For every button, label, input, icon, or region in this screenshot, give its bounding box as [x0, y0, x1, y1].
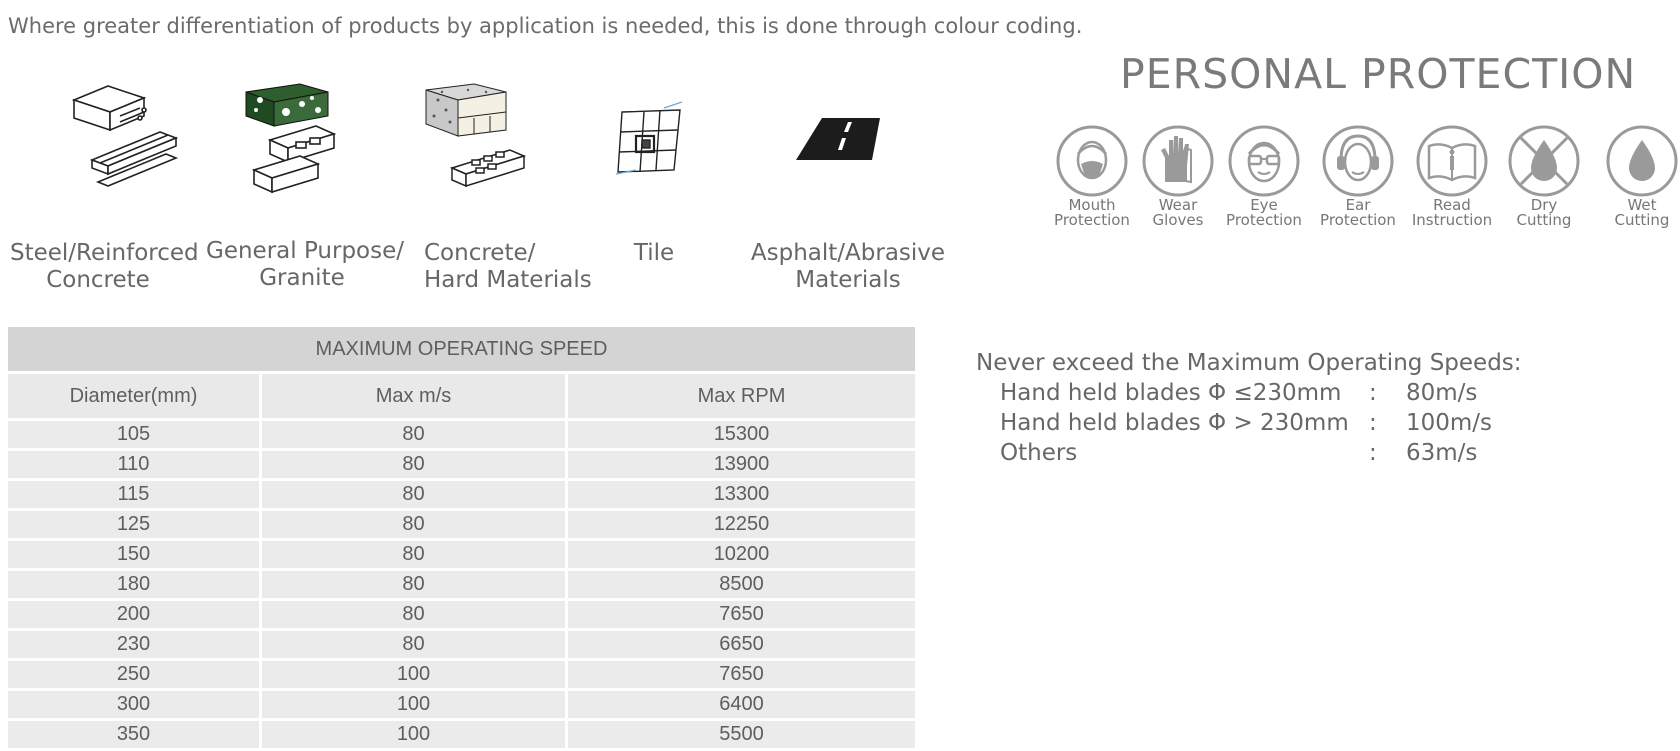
- material-label-line1: Tile: [633, 240, 675, 266]
- speed-notes: [976, 350, 1522, 470]
- table-title: MAXIMUM OPERATING SPEED: [7, 326, 917, 373]
- speed-note-separator: :: [1369, 380, 1377, 406]
- intro-text: Where greater differentiation of products by application is needed, this is done through colour coding.: [8, 14, 1083, 38]
- cell-diameter: 105: [7, 420, 261, 450]
- table-row: [7, 450, 917, 480]
- wet-cutting-icon: [1605, 124, 1679, 198]
- speed-note-value: 63m/s: [1406, 440, 1478, 466]
- material-concrete-hard: [420, 78, 540, 198]
- material-steel-reinforced-concrete: [64, 78, 184, 198]
- mouth-protection-icon: [1055, 124, 1129, 198]
- cell-max-rpm: 13900: [567, 450, 917, 480]
- table-row: [7, 510, 917, 540]
- table-header-row: [7, 373, 917, 420]
- material-label-concrete: [424, 240, 594, 294]
- pp-label-line2: Gloves: [1152, 211, 1204, 229]
- cell-max-ms: 100: [261, 720, 567, 750]
- table-row: [7, 600, 917, 630]
- pp-label-line1: Mouth: [1068, 196, 1116, 214]
- pp-label-line2: Protection: [1054, 211, 1130, 229]
- cell-max-rpm: 6400: [567, 690, 917, 720]
- material-tile: [614, 78, 694, 198]
- pp-label-line1: Wet: [1627, 196, 1657, 214]
- cell-max-rpm: 15300: [567, 420, 917, 450]
- speed-note-value: 80m/s: [1406, 380, 1478, 406]
- table-row: [7, 480, 917, 510]
- cell-max-rpm: 7650: [567, 660, 917, 690]
- cell-diameter: 350: [7, 720, 261, 750]
- cell-diameter: 300: [7, 690, 261, 720]
- personal-protection-icons: [1044, 124, 1680, 244]
- pp-label-line2: Cutting: [1614, 211, 1670, 229]
- material-label-tile: [620, 240, 688, 267]
- cell-max-ms: 80: [261, 630, 567, 660]
- pp-label-line2: Cutting: [1516, 211, 1572, 229]
- cell-max-ms: 80: [261, 510, 567, 540]
- table-row: [7, 720, 917, 750]
- read-instruction-icon: [1415, 124, 1489, 198]
- material-label-granite: [206, 238, 405, 292]
- granite-block-icon: [240, 78, 360, 198]
- pp-label-line1: Read: [1433, 196, 1471, 214]
- pp-label-line1: Eye: [1250, 196, 1278, 214]
- table-row: [7, 630, 917, 660]
- ear-protection-icon: [1321, 124, 1395, 198]
- speed-note-separator: :: [1369, 440, 1377, 466]
- speed-note-label: Hand held blades Φ ≤230mm: [1000, 380, 1342, 406]
- table-row: [7, 540, 917, 570]
- material-applications: [0, 78, 960, 308]
- material-label-line2: Granite: [259, 265, 345, 291]
- cell-max-ms: 80: [261, 480, 567, 510]
- cell-max-rpm: 12250: [567, 510, 917, 540]
- speed-note-label: Hand held blades Φ > 230mm: [1000, 410, 1349, 436]
- pp-eye-protection: [1216, 124, 1312, 228]
- speed-note-row: [976, 410, 1522, 440]
- cell-max-rpm: 5500: [567, 720, 917, 750]
- dry-cutting-icon: [1507, 124, 1581, 198]
- material-label-line2: Materials: [795, 267, 901, 293]
- pp-read-instruction: [1404, 124, 1500, 228]
- gloves-icon: [1141, 124, 1215, 198]
- table-row: [7, 690, 917, 720]
- cell-max-ms: 80: [261, 450, 567, 480]
- pp-label-line1: Dry: [1530, 196, 1558, 214]
- pp-wear-gloves: [1130, 124, 1226, 228]
- header-max-rpm: Max RPM: [567, 373, 917, 420]
- speed-notes-title: Never exceed the Maximum Operating Speeds:: [976, 350, 1522, 376]
- table-row: [7, 660, 917, 690]
- pp-label-line1: Wear: [1158, 196, 1198, 214]
- cell-max-ms: 80: [261, 570, 567, 600]
- cell-max-rpm: 7650: [567, 600, 917, 630]
- cell-diameter: 150: [7, 540, 261, 570]
- material-label-line1: Asphalt/Abrasive: [750, 240, 946, 266]
- cell-max-rpm: 10200: [567, 540, 917, 570]
- material-label-steel: [10, 240, 199, 294]
- material-general-purpose-granite: [240, 78, 360, 198]
- pp-dry-cutting: [1496, 124, 1592, 228]
- speed-note-separator: :: [1369, 410, 1377, 436]
- table-row: [7, 570, 917, 600]
- material-label-line1: Concrete/: [424, 240, 536, 266]
- pp-ear-protection: [1310, 124, 1406, 228]
- material-label-line2: Hard Materials: [424, 267, 592, 293]
- material-label-line2: Concrete: [46, 267, 150, 293]
- pp-wet-cutting: [1594, 124, 1680, 228]
- cell-diameter: 180: [7, 570, 261, 600]
- material-label-line1: General Purpose/: [206, 238, 405, 264]
- pp-label-line1: Ear: [1345, 196, 1371, 214]
- pp-label-line2: Protection: [1226, 211, 1302, 229]
- header-diameter: Diameter(mm): [7, 373, 261, 420]
- concrete-block-icon: [420, 78, 540, 198]
- personal-protection-title: PERSONAL PROTECTION: [1120, 50, 1637, 98]
- asphalt-road-icon: [786, 78, 896, 198]
- speed-note-value: 100m/s: [1406, 410, 1493, 436]
- cell-diameter: 110: [7, 450, 261, 480]
- eye-protection-icon: [1227, 124, 1301, 198]
- cell-diameter: 115: [7, 480, 261, 510]
- cell-diameter: 250: [7, 660, 261, 690]
- cell-diameter: 200: [7, 600, 261, 630]
- cell-max-ms: 100: [261, 690, 567, 720]
- cell-max-rpm: 13300: [567, 480, 917, 510]
- header-max-ms: Max m/s: [261, 373, 567, 420]
- material-label-asphalt: [748, 240, 948, 294]
- speed-note-row: [976, 440, 1522, 470]
- cell-max-rpm: 8500: [567, 570, 917, 600]
- pp-label-line2: Protection: [1320, 211, 1396, 229]
- cell-max-ms: 80: [261, 600, 567, 630]
- speed-note-label: Others: [1000, 440, 1078, 466]
- cell-diameter: 230: [7, 630, 261, 660]
- material-asphalt-abrasive: [786, 78, 896, 198]
- speed-note-row: [976, 380, 1522, 410]
- table-row: [7, 420, 917, 450]
- pp-label-line2: Instruction: [1411, 211, 1493, 229]
- cell-max-ms: 80: [261, 420, 567, 450]
- max-operating-speed-table: [5, 324, 918, 751]
- cell-max-ms: 80: [261, 540, 567, 570]
- cell-max-rpm: 6650: [567, 630, 917, 660]
- steel-beam-block-icon: [64, 78, 184, 198]
- cell-diameter: 125: [7, 510, 261, 540]
- material-label-line1: Steel/Reinforced: [10, 240, 199, 266]
- tile-icon: [614, 78, 694, 198]
- cell-max-ms: 100: [261, 660, 567, 690]
- pp-mouth-protection: [1044, 124, 1140, 228]
